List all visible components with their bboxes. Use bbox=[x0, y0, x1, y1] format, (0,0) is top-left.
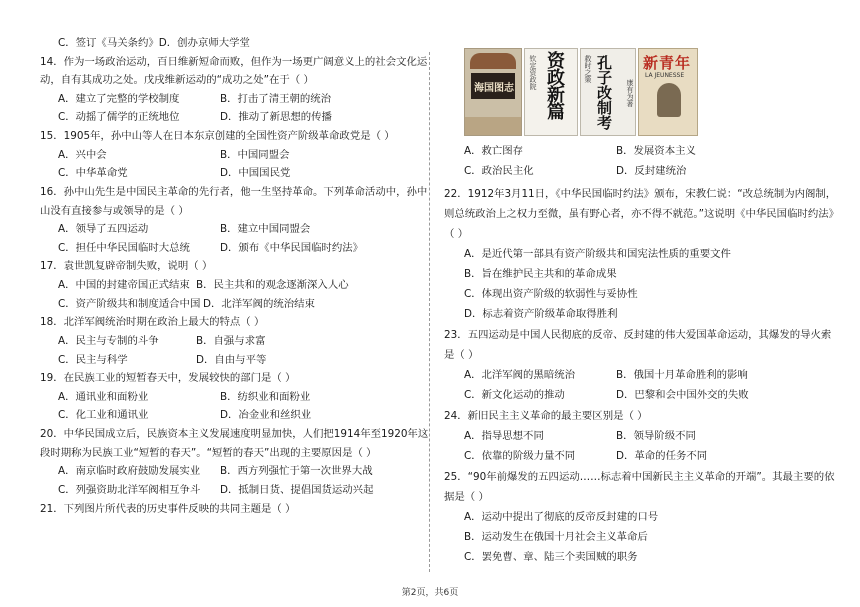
q23-option-c: C．新文化运动的推动 bbox=[464, 389, 565, 401]
q17-option-b: B．民主共和的观念逐渐深入人心 bbox=[196, 279, 349, 292]
picture-title-plate bbox=[471, 73, 515, 99]
q20-stem-1: 20．中华民国成立后，民族资本主义发展速度明显加快，人们把1914年至1920年这 bbox=[40, 428, 429, 441]
q18-option-c: C．民主与科学 bbox=[58, 353, 128, 366]
q20-option-b: B．西方列强忙于第一次世界大战 bbox=[220, 465, 373, 478]
q15-option-c: C．中华革命党 bbox=[58, 167, 128, 180]
q16-option-a: A．领导了五四运动 bbox=[58, 223, 149, 236]
q15-option-d: D．中国国民党 bbox=[220, 167, 291, 180]
q19-option-a: A．通讯业和面粉业 bbox=[58, 390, 149, 403]
portrait-icon bbox=[657, 83, 681, 117]
q21-option-c: C．政治民主化 bbox=[464, 165, 534, 177]
q20-option-c: C．列强资助北洋军阀相互争斗 bbox=[58, 483, 201, 496]
q21-option-d: D．反封建统治 bbox=[616, 165, 687, 177]
q15-option-b: B．中国同盟会 bbox=[220, 148, 290, 161]
q22-option-b: B．旨在维护民主共和的革命成果 bbox=[464, 268, 617, 280]
picture-3-title: 孔子改制考 bbox=[595, 55, 613, 130]
picture-haiguo-tuzhi bbox=[464, 48, 522, 136]
q19-option-d: D．冶金业和丝织业 bbox=[220, 409, 312, 422]
q16-option-b: B．建立中国同盟会 bbox=[220, 223, 311, 236]
q19-stem: 19．在民族工业的短暂春天中，发展较快的部门是（ ） bbox=[40, 372, 296, 385]
q22-option-c: C．体现出资产阶级的软弱性与妥协性 bbox=[464, 288, 638, 300]
q18-option-b: B．自强与求富 bbox=[196, 334, 266, 347]
q24-option-a: A．指导思想不同 bbox=[464, 430, 544, 442]
q13-options-cd: C．签订《马关条约》D．创办京师大学堂 bbox=[58, 37, 250, 49]
q15-option-a: A．兴中会 bbox=[58, 148, 107, 161]
q24-option-b: B．领导阶级不同 bbox=[616, 430, 696, 442]
picture-base bbox=[465, 117, 522, 135]
q23-stem-1: 23．五四运动是中国人民彻底的反帝、反封建的伟大爱国革命运动，其爆发的导火索 bbox=[444, 329, 832, 341]
picture-ornament bbox=[470, 53, 516, 69]
picture-3-sub: 康有为著 bbox=[626, 79, 634, 107]
q21-option-b: B．发展资本主义 bbox=[616, 145, 696, 157]
q20-option-d: D．抵制日货、提倡国货运动兴起 bbox=[220, 483, 374, 496]
q25-option-c: C．罢免曹、章、陆三个卖国贼的职务 bbox=[464, 551, 638, 563]
q14-stem-2: 动，自有其成功之处。戊戌维新运动的“成功之处”在于（ ） bbox=[40, 74, 314, 87]
q22-option-a: A．是近代第一部具有资产阶级共和国宪法性质的重要文件 bbox=[464, 248, 731, 260]
q17-option-c: C．资产阶级共和制度适合中国 bbox=[58, 297, 201, 310]
page-footer: 第2页，共6页 bbox=[401, 588, 459, 598]
q21-stem: 21．下列图片所代表的历史事件反映的共同主题是（ ） bbox=[40, 502, 296, 515]
q24-option-d: D．革命的任务不同 bbox=[616, 450, 708, 462]
q22-stem-1: 22．1912年3月11日，《中华民国临时约法》颁布，宋教仁说：“改总统制为内阁制， bbox=[444, 188, 837, 200]
q18-option-a: A．民主与专制的斗争 bbox=[58, 334, 159, 347]
q16-option-c: C．担任中华民国临时大总统 bbox=[58, 241, 190, 254]
q23-option-d: D．巴黎和会中国外交的失败 bbox=[616, 389, 749, 401]
q24-stem: 24．新旧民主主义革命的最主要区别是（ ） bbox=[444, 410, 648, 422]
q21-option-a: A．救亡图存 bbox=[464, 145, 524, 157]
picture-xin-qingnian bbox=[638, 48, 698, 136]
column-divider bbox=[429, 52, 430, 572]
q18-option-d: D．自由与平等 bbox=[196, 353, 267, 366]
q22-option-d: D．标志着资产阶级革命取得胜利 bbox=[464, 308, 618, 320]
picture-3-side: 救时之策 bbox=[584, 55, 592, 83]
picture-kongzi-gaizhi-kao bbox=[580, 48, 636, 136]
q22-stem-3: （ ） bbox=[444, 228, 469, 240]
q17-option-a: A．中国的封建帝国正式结束 bbox=[58, 279, 190, 292]
q14-option-a: A．建立了完整的学校制度 bbox=[58, 92, 180, 105]
q20-option-a: A．南京临时政府鼓励发展实业 bbox=[58, 465, 201, 478]
q25-stem-2: 据是（ ） bbox=[444, 491, 489, 503]
picture-1-title: 海国图志 bbox=[474, 83, 514, 94]
q16-option-d: D．颁布《中华民国临时约法》 bbox=[220, 241, 364, 254]
q23-option-b: B．俄国十月革命胜利的影响 bbox=[616, 369, 748, 381]
q17-stem: 17．袁世凯复辟帝制失败，说明（ ） bbox=[40, 260, 213, 273]
q16-stem-1: 16．孙中山先生是中国民主革命的先行者，他一生坚持革命。下列革命活动中，孙中 bbox=[40, 185, 428, 198]
picture-2-title: 资政新篇 bbox=[544, 51, 565, 119]
q16-stem-2: 山没有直接参与或领导的是（ ） bbox=[40, 204, 189, 217]
q22-stem-2: 则总统政治上之权力至微，虽有野心者，亦不得不就范。”这说明《中华民国临时约法》 bbox=[444, 208, 840, 220]
q17-option-d: D．北洋军阀的统治结束 bbox=[203, 297, 315, 310]
q25-stem-1: 25．“90年前爆发的五四运动……标志着中国新民主主义革命的开端”。其最主要的依 bbox=[444, 471, 835, 483]
q14-option-d: D．推动了新思想的传播 bbox=[220, 111, 332, 124]
q25-option-b: B．运动发生在俄国十月社会主义革命后 bbox=[464, 531, 648, 543]
q23-option-a: A．北洋军阀的黑暗统治 bbox=[464, 369, 576, 381]
q14-option-c: C．动摇了儒学的正统地位 bbox=[58, 111, 180, 124]
picture-4-title: 新青年 bbox=[643, 54, 692, 72]
q18-stem: 18．北洋军阀统治时期在政治上最大的特点（ ） bbox=[40, 316, 265, 329]
picture-4-latin: LA JEUNESSE bbox=[645, 72, 685, 79]
q23-stem-2: 是（ ） bbox=[444, 349, 479, 361]
picture-2-side: 钦定资政院 bbox=[529, 55, 537, 90]
q19-option-c: C．化工业和通讯业 bbox=[58, 409, 149, 422]
q14-option-b: B．打击了清王朝的统治 bbox=[220, 92, 332, 105]
q25-option-a: A．运动中提出了彻底的反帝反封建的口号 bbox=[464, 511, 659, 523]
picture-zizheng-xinpian bbox=[524, 48, 578, 136]
q24-option-c: C．依靠的阶级力量不同 bbox=[464, 450, 576, 462]
q14-stem-1: 14．作为一场政治运动，百日维新短命而败，但作为一场更广阔意义上的社会文化运 bbox=[40, 55, 428, 68]
q19-option-b: B．纺织业和面粉业 bbox=[220, 390, 311, 403]
q20-stem-2: 段时期称为民族工业“短暂的春天”。“短暂的春天”出现的主要原因是（ ） bbox=[40, 446, 377, 459]
q15-stem: 15．1905年，孙中山等人在日本东京创建的全国性资产阶级革命政党是（ ） bbox=[40, 130, 395, 143]
